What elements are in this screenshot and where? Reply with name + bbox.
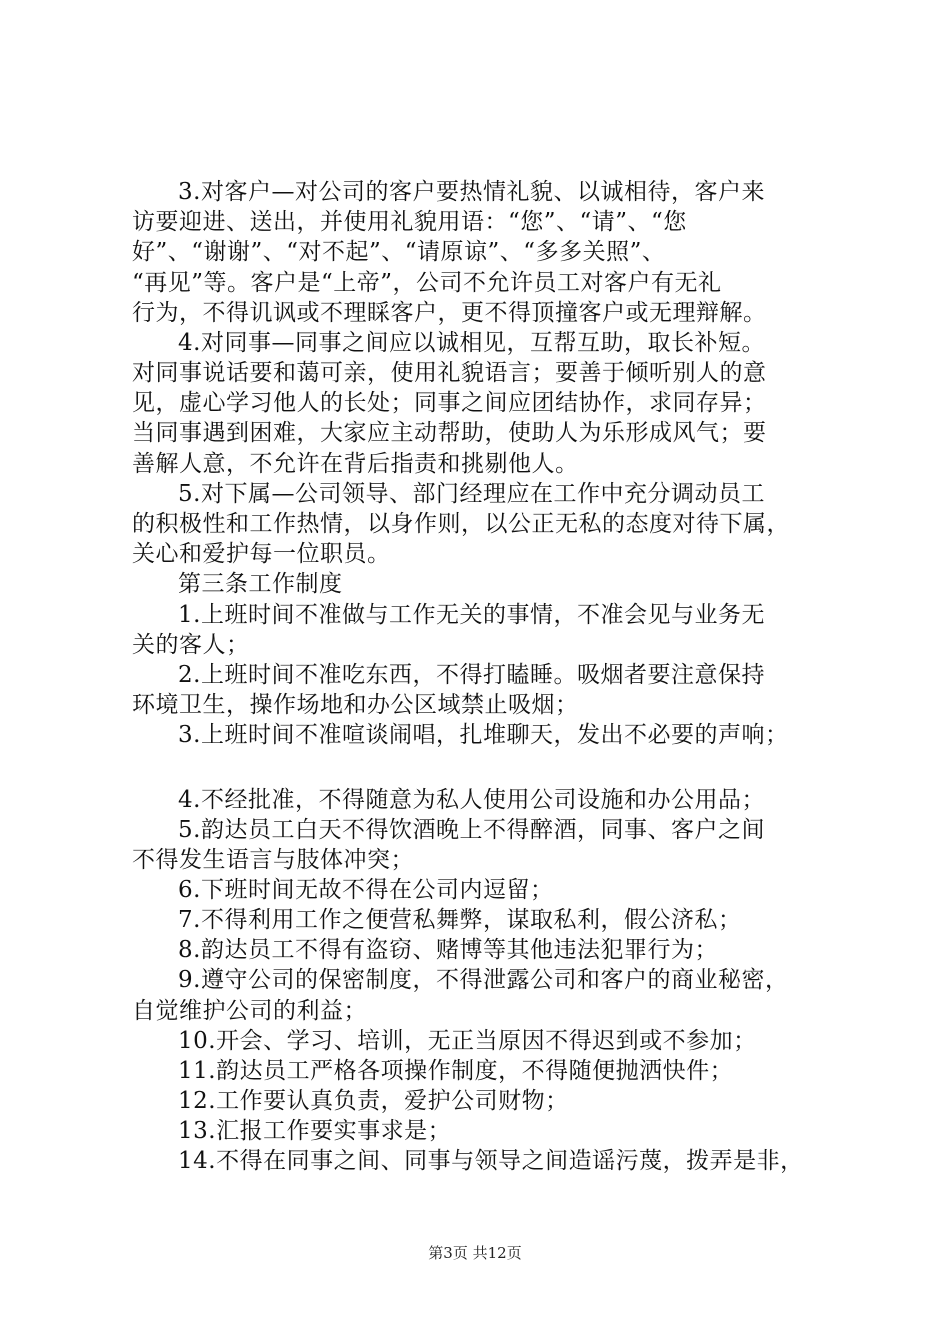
text-line: 第三条工作制度 xyxy=(178,571,343,597)
text-line: 13.汇报工作要实事求是； xyxy=(178,1118,452,1144)
text-line: 见，虚心学习他人的长处；同事之间应团结协作，求同存异； xyxy=(132,390,767,416)
text-line: 12.工作要认真负责，爱护公司财物； xyxy=(178,1088,569,1114)
text-line: 自觉维护公司的利益； xyxy=(132,998,367,1024)
text-line: 的积极性和工作热情，以身作则，以公正无私的态度对待下属， xyxy=(132,511,790,537)
text-line: 当同事遇到困难，大家应主动帮助，使助人为乐形成风气；要 xyxy=(132,420,767,446)
text-line: 7.不得利用工作之便营私舞弊，谋取私利，假公济私； xyxy=(178,907,742,933)
text-line: 14.不得在同事之间、同事与领导之间造谣污蔑，拨弄是非， xyxy=(178,1148,804,1174)
text-line: 关的客人； xyxy=(132,632,250,658)
text-line: “再见”等。客户是“上帝”，公司不允许员工对客户有无礼 xyxy=(132,270,722,296)
text-line: 5.对下属—公司领导、部门经理应在工作中充分调动员工 xyxy=(178,481,765,507)
text-line: 2.上班时间不准吃东西，不得打瞌睡。吸烟者要注意保持 xyxy=(178,662,765,688)
text-line: 10.开会、学习、培训，无正当原因不得迟到或不参加； xyxy=(178,1028,757,1054)
text-line: 9.遵守公司的保密制度，不得泄露公司和客户的商业秘密， xyxy=(178,967,789,993)
text-line: 不得发生语言与肢体冲突； xyxy=(132,847,414,873)
text-line: 1.上班时间不准做与工作无关的事情，不准会见与业务无 xyxy=(178,602,765,628)
text-line: 11.韵达员工严格各项操作制度，不得随便抛洒快件； xyxy=(178,1058,734,1084)
text-line: 8.韵达员工不得有盗窃、赌博等其他违法犯罪行为； xyxy=(178,937,718,963)
text-line: 4.不经批准，不得随意为私人使用公司设施和办公用品； xyxy=(178,787,765,813)
text-line: 善解人意，不允许在背后指责和挑剔他人。 xyxy=(132,451,579,477)
text-line: 4.对同事—同事之间应以诚相见，互帮互助，取长补短。 xyxy=(178,330,765,356)
text-line: 6.下班时间无故不得在公司内逗留； xyxy=(178,877,554,903)
text-line: 行为，不得讥讽或不理睬客户，更不得顶撞客户或无理辩解。 xyxy=(132,300,767,326)
text-line: 3.上班时间不准喧谈闹唱，扎堆聊天，发出不必要的声响； xyxy=(178,722,789,748)
text-line: 环境卫生，操作场地和办公区域禁止吸烟； xyxy=(132,692,579,718)
text-line: 5.韵达员工白天不得饮酒晚上不得醉酒，同事、客户之间 xyxy=(178,817,765,843)
text-line: 访要迎进、送出，并使用礼貌用语：“您”、“请”、“您 xyxy=(132,209,687,235)
text-line: 好”、“谢谢”、“对不起”、“请原谅”、“多多关照”、 xyxy=(132,239,666,265)
text-line: 3.对客户—对公司的客户要热情礼貌、以诚相待，客户来 xyxy=(178,179,765,205)
text-line: 对同事说话要和蔼可亲，使用礼貌语言；要善于倾听别人的意 xyxy=(132,360,767,386)
text-line: 关心和爱护每一位职员。 xyxy=(132,541,391,567)
page-footer: 第3页 共12页 xyxy=(428,1244,522,1262)
